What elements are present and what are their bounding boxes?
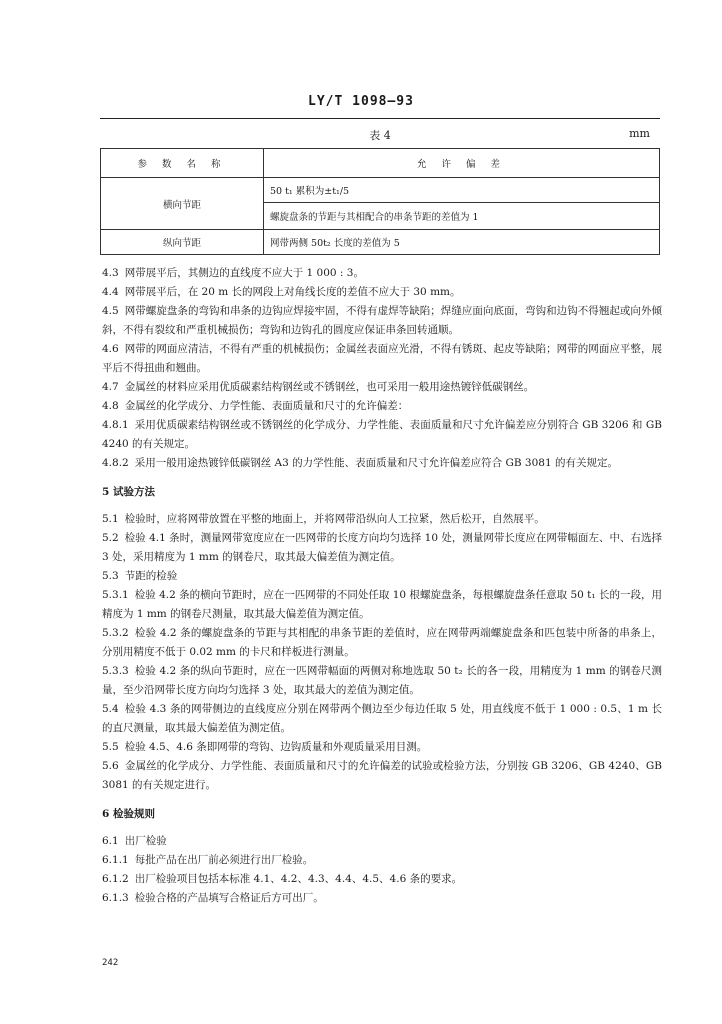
clause-number: 6.1.1 <box>102 854 129 866</box>
row-value: 50 t₁ 累积为±t₁/5 <box>264 178 660 203</box>
clause-text: 网带展平后，在 20 m 长的网段上对角线长度的差值不应大于 30 mm。 <box>124 286 461 298</box>
clause-5-3-1 <box>102 586 662 624</box>
standard-code: LY/T 1098—93 <box>308 94 414 109</box>
clause-number: 4.3 <box>102 267 119 279</box>
row-value: 螺旋盘条的节距与其相配合的串条节距的差值为 1 <box>264 203 660 230</box>
clause-number: 4.4 <box>102 286 119 298</box>
table-title: 表 4 <box>369 129 391 142</box>
clause-5-3-2 <box>102 624 662 662</box>
clause-text: 网带展平后，其侧边的直线度不应大于 1 000 : 3。 <box>124 267 364 279</box>
clause-text: 出厂检验项目包括本标准 4.1、4.2、4.3、4.4、4.5、4.6 条的要求。 <box>134 873 463 885</box>
clause-text: 检验 4.2 条的螺旋盘条的节距与其相配的串条节距的差值时，应在网带两端螺旋盘条和匹包装中所备的串条上，分别用精度不低于 0.02 mm 的卡尺和样板进行测量。 <box>102 627 662 658</box>
clause-5-6 <box>102 757 662 795</box>
clause-text: 检验合格的产品填写合格证后方可出厂。 <box>134 892 324 904</box>
page-number: 242 <box>102 958 119 968</box>
table-header-row <box>101 149 660 178</box>
clause-text: 检验 4.3 条的网带侧边的直线度应分别在网带两个侧边至少每边任取 5 处，用直线度不低于 1 000 : 0.5、1 m 长的直尺测量，取其最大偏差值为测定值。 <box>102 703 662 734</box>
clause-4-7 <box>102 378 662 397</box>
clause-number: 4.7 <box>102 381 119 393</box>
clause-number: 6.1.3 <box>102 892 129 904</box>
header-rule <box>100 118 660 119</box>
clause-text: 每批产品在出厂前必须进行出厂检验。 <box>134 854 314 866</box>
clause-text: 出厂检验 <box>124 835 167 847</box>
document-body <box>102 264 662 908</box>
clause-number: 6.1 <box>102 835 119 847</box>
clause-number: 5.3 <box>102 570 119 582</box>
clause-text: 采用优质碳素结构钢丝或不锈钢丝的化学成分、力学性能、表面质量和尺寸允许偏差应分别符合 GB 3206 和 GB 4240 的有关规定。 <box>102 419 662 450</box>
clause-5-2 <box>102 529 662 567</box>
clause-6-1-2 <box>102 870 662 889</box>
clause-4-6 <box>102 340 662 378</box>
clause-number: 5.3.1 <box>102 589 129 601</box>
clause-number: 4.8.2 <box>102 457 129 469</box>
row-value: 网带两侧 50t₂ 长度的差值为 5 <box>264 230 660 255</box>
clause-number: 5.3.2 <box>102 627 129 639</box>
clause-6-1 <box>102 832 662 851</box>
clause-text: 采用一般用途热镀锌低碳钢丝 A3 的力学性能、表面质量和尺寸允许偏差应符合 GB 3081 的有关规定。 <box>134 457 618 469</box>
clause-number: 5.5 <box>102 741 119 753</box>
row-name-longitudinal-pitch: 纵向节距 <box>101 230 264 255</box>
clause-6-1-3 <box>102 889 662 908</box>
clause-number: 5.3.3 <box>102 665 129 677</box>
clause-4-8 <box>102 397 662 416</box>
col-header-tolerance: 允 许 偏 差 <box>264 149 660 178</box>
clause-text: 金属丝的材料应采用优质碳素结构钢丝或不锈钢丝，也可采用一般用途热镀锌低碳钢丝。 <box>124 381 535 393</box>
clause-text: 检验 4.2 条的纵向节距时，应在一匹网带幅面的两侧对称地选取 50 t₂ 长的各一段，用精度为 1 mm 的钢卷尺测量，至少沿网带长度方向均匀选择 3 处，取其最大的差值为测定值。 <box>102 665 662 696</box>
clause-number: 5.6 <box>102 760 119 772</box>
clause-4-5 <box>102 302 662 340</box>
clause-number: 6.1.2 <box>102 873 129 885</box>
clause-text: 金属丝的化学成分、力学性能、表面质量和尺寸的允许偏差： <box>124 400 409 412</box>
clause-text: 网带的网面应清洁，不得有严重的机械损伤；金属丝表面应光滑，不得有锈斑、起皮等缺陷；网带的网面应平整，展平后不得扭曲和翘曲。 <box>102 343 662 374</box>
clause-text: 检验 4.2 条的横向节距时，应在一匹网带的不同处任取 10 根螺旋盘条，每根螺旋盘条任意取 50 t₁ 长的一段，用精度为 1 mm 的钢卷尺测量，取其最大偏差值为测定值。 <box>102 589 662 620</box>
table-row <box>101 230 660 255</box>
clause-5-4 <box>102 700 662 738</box>
clause-number: 4.8 <box>102 400 119 412</box>
clause-text: 网带螺旋盘条的弯钩和串条的边钩应焊接牢固，不得有虚焊等缺陷；焊缝应面向底面，弯钩和边钩不得翘起或向外倾斜，不得有裂纹和严重机械损伤；弯钩和边钩孔的圆度应保证串条回转通顺。 <box>102 305 662 336</box>
clause-number: 4.6 <box>102 343 119 355</box>
clause-5-1 <box>102 510 662 529</box>
row-name-transverse-pitch: 横向节距 <box>101 178 264 230</box>
clause-number: 4.8.1 <box>102 419 129 431</box>
clause-number: 5.4 <box>102 703 119 715</box>
table-unit: mm <box>629 127 650 140</box>
col-header-param: 参 数 名 称 <box>101 149 264 178</box>
clause-text: 检验 4.5、4.6 条即网带的弯钩、边钩质量和外观质量采用目测。 <box>124 741 428 753</box>
clause-4-8-2 <box>102 454 662 473</box>
clause-4-3 <box>102 264 662 283</box>
clause-number: 5.2 <box>102 532 119 544</box>
clause-number: 5.1 <box>102 513 119 525</box>
clause-4-8-1 <box>102 416 662 454</box>
section-6-heading: 6 检验规则 <box>102 808 155 820</box>
clause-number: 4.5 <box>102 305 119 317</box>
clause-4-4 <box>102 283 662 302</box>
clause-text: 节距的检验 <box>124 570 178 582</box>
section-5-heading: 5 试验方法 <box>102 486 155 498</box>
clause-text: 检验时，应将网带放置在平整的地面上，并将网带沿纵向人工拉紧，然后松开，自然展平。 <box>124 513 545 525</box>
clause-5-3-3 <box>102 662 662 700</box>
table-row <box>101 178 660 203</box>
tolerance-table <box>100 148 660 255</box>
clause-text: 金属丝的化学成分、力学性能、表面质量和尺寸的允许偏差的试验或检验方法，分别按 GB 3206、GB 4240、GB 3081 的有关规定进行。 <box>102 760 662 791</box>
clause-text: 检验 4.1 条时，测量网带宽度应在一匹网带的长度方向均匀选择 10 处，测量网带长度应在网带幅面左、中、右选择 3 处，采用精度为 1 mm 的钢卷尺，取其最大偏差值为测定值。 <box>102 532 662 563</box>
clause-6-1-1 <box>102 851 662 870</box>
clause-5-5 <box>102 738 662 757</box>
clause-5-3 <box>102 567 662 586</box>
